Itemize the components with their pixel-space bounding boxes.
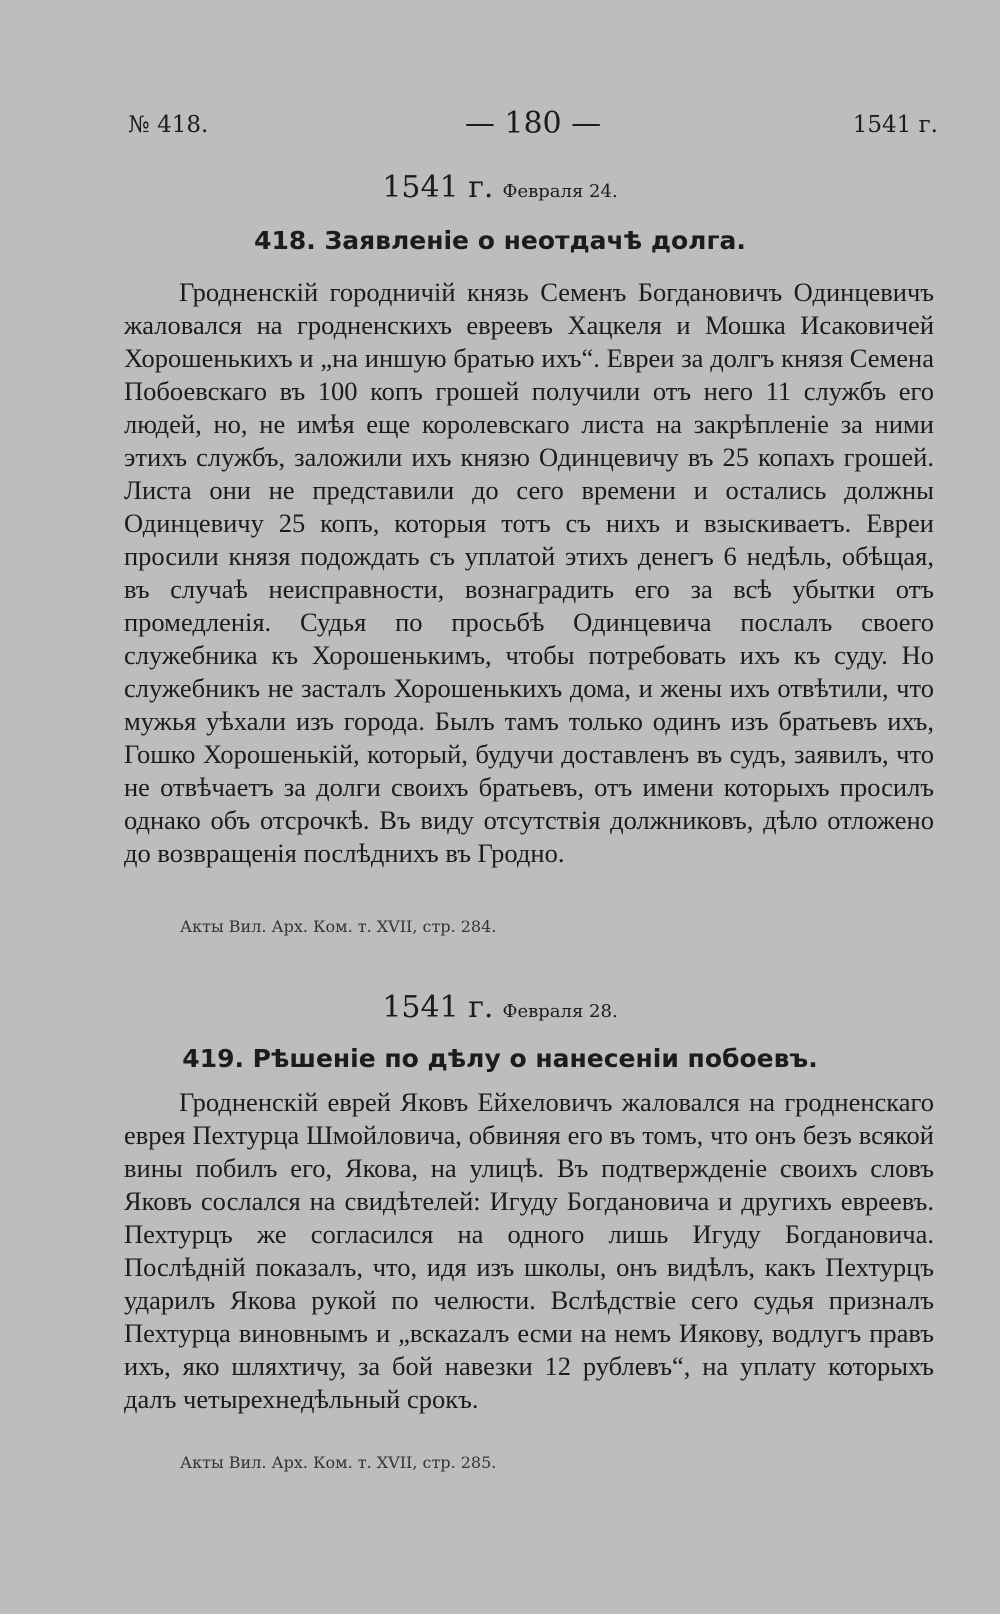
running-year: 1541 г. xyxy=(852,112,938,138)
doc-418-title: 418. Заявленіе о неотдачѣ долга. xyxy=(254,226,746,255)
doc-419-title: 419. Рѣшеніе по дѣлу о нанесеніи побоевъ. xyxy=(182,1044,818,1073)
doc-419-day: Февраля 28. xyxy=(502,1001,618,1022)
doc-419-text: Гродненскій еврей Яковъ Ейхеловичъ жаловался на гродненскаго еврея Пехтурца Шмойловича, обвиняя его въ томъ, что онъ безъ всякой вины побилъ его, Якова, на улицѣ. Въ подтвержденіе своихъ словъ Яковъ сослался на свидѣтелей: Игуду Богдановича и другихъ евреевъ. Пехтурцъ же согласился на одного лишь Игуду Богдановича. Послѣдній показалъ, что, идя изъ школы, онъ видѣлъ, какъ Пехтурцъ ударилъ Якова рукой по челюсти. Вслѣдствіе сего судья призналъ Пехтурца виновнымъ и „вскazалъ есми на немъ Иякову, водлугъ правъ ихъ, яко шляхтичу, за бой навезки 12 рублевъ“, на уплату которыхъ далъ четырехнедѣльный срокъ. xyxy=(124,1087,934,1414)
doc-419-date xyxy=(0,990,1000,1025)
doc-418-text: Гродненскій городничій князь Семенъ Богдановичъ Одинцевичъ жаловался на гродненскихъ евреевъ Хацкеля и Мошка Исаковичей Хорошенькихъ и „на иншую братью ихъ“. Евреи за долгъ князя Семена Побоевскаго въ 100 копъ грошей получили отъ него 11 службъ его людей, но, не имѣя еще королевскаго листа на закрѣпленіе за ними этихъ службъ, заложили ихъ князю Одинцевичу въ 25 копахъ грошей. Листа они не представили до сего времени и остались должны Одинцевичу 25 копъ, которыя тотъ съ нихъ и взыскиваетъ. Евреи просили князя подождать съ уплатой этихъ денегъ 6 недѣль, обѣщая, въ случаѣ неисправности, вознаградить его за всѣ убытки отъ промедленія. Судья по просьбѣ Одинцевича послалъ своего служебника къ Хорошенькимъ, чтобы потребовать ихъ къ суду. Но служебникъ не засталъ Хорошенькихъ дома, и жены ихъ отвѣтили, что мужья уѣхали изъ города. Былъ тамъ только одинъ изъ братьевъ ихъ, Гошко Хорошенькій, который, будучи доставленъ въ судъ, заявилъ, что не отвѣчаетъ за долги своихъ братьевъ, отъ имени которыхъ просилъ однако объ отсрочкѣ. Въ виду отсутствія должниковъ, дѣло отложено до возвращенія послѣднихъ въ Гродно. xyxy=(124,277,934,868)
doc-418-year: 1541 г. xyxy=(382,170,494,205)
doc-418-source: Акты Вил. Арх. Ком. т. XVII, стр. 284. xyxy=(180,917,497,936)
running-head xyxy=(128,106,938,146)
doc-418-day: Февраля 24. xyxy=(502,181,618,202)
doc-418-date xyxy=(0,170,1000,205)
doc-419-source: Акты Вил. Арх. Ком. т. XVII, стр. 285. xyxy=(180,1453,497,1472)
page-number: — 180 — xyxy=(464,106,602,141)
document-number: № 418. xyxy=(128,112,209,138)
doc-419-year: 1541 г. xyxy=(382,990,494,1025)
